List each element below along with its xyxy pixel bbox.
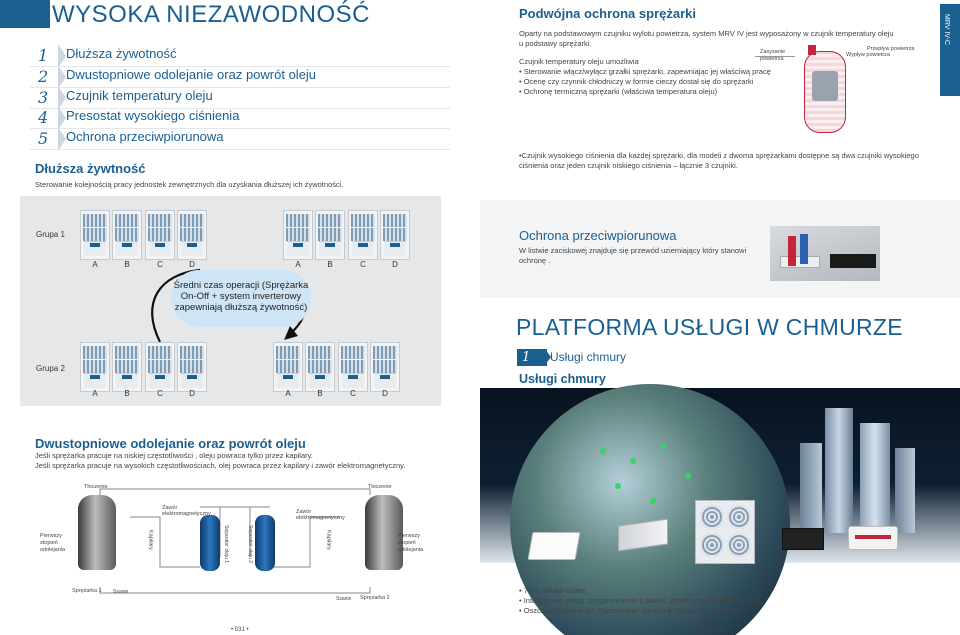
page-number-left: • 031 • bbox=[231, 627, 249, 633]
cloud-bullet: • Inteligentne usługi: przypomnienie o awarii, przetrzymywanie informacji bbox=[519, 596, 760, 605]
lightning-heading: Ochrona przeciwpiorunowa bbox=[519, 228, 677, 243]
label-compressor-2: Sprężarka 2 bbox=[360, 595, 390, 601]
unit-letter: A bbox=[92, 260, 98, 269]
unit-letter: B bbox=[124, 389, 130, 398]
label-capillary: Kapilary bbox=[147, 530, 154, 550]
oil-separator-1 bbox=[200, 515, 220, 571]
lightning-text: W listwie zaciskowej znajduje się przewód uziemiający który stanowi ochronę . bbox=[519, 246, 747, 266]
feature-label: Presostat wysokiego ciśnienia bbox=[66, 108, 240, 123]
feature-row-2 bbox=[30, 67, 450, 87]
double-protection-intro: Oparty na podstawowym czujniku wylotu powietrza, system MRV IV jest wyposażony w czujnik temperatury oleju u podstawy sprężarki. bbox=[519, 29, 894, 49]
label-suction: Ssanie bbox=[336, 596, 352, 602]
unit-letter: B bbox=[124, 260, 130, 269]
side-tab-label: MRV IV-C bbox=[943, 14, 950, 45]
label-air-intake: Zasysanie powietrza bbox=[760, 49, 786, 62]
outdoor-unit-icon bbox=[305, 342, 335, 392]
feature-number: 3 bbox=[38, 88, 49, 107]
label-separator-2: Separator oleju 2 bbox=[246, 525, 253, 564]
label-solenoid-valve: Zawór elektromagnetyczny bbox=[296, 509, 345, 522]
unit-letter: D bbox=[382, 389, 388, 398]
average-time-text: Średni czas operacji (Sprężarka On-Off + system inverterowy zapewniają dłuższą żywotność) bbox=[173, 280, 309, 314]
feature-label: Dwustopniowe odolejanie oraz powrót oleju bbox=[66, 67, 317, 82]
feature-row-5 bbox=[30, 129, 450, 149]
unit-letter: A bbox=[92, 389, 98, 398]
sensor-bullet: • Ochronę termiczną sprężarki (właściwa temperatura oleju) bbox=[519, 87, 718, 96]
label-discharge: Tłoczenie bbox=[84, 484, 108, 490]
feature-label: Ochrona przeciwpiorunowa bbox=[66, 129, 224, 144]
outdoor-unit-icon bbox=[80, 210, 110, 260]
router-device-image bbox=[528, 532, 581, 560]
outdoor-unit-icon bbox=[177, 342, 207, 392]
unit-letter: C bbox=[157, 389, 163, 398]
unit-letter: C bbox=[350, 389, 356, 398]
oil-line-2: Jeśli sprężarka pracuje na wysokich częstotliwościach, olej powraca przez kapilary i zawór elektromagnetyczny. bbox=[35, 461, 406, 470]
feature-row-3 bbox=[30, 88, 450, 108]
oil-heading: Dwustopniowe odolejanie oraz powrót oleju bbox=[35, 436, 306, 451]
page-number-right: • 032 • bbox=[711, 627, 729, 633]
feature-number: 5 bbox=[38, 129, 49, 148]
outdoor-unit-icon bbox=[80, 342, 110, 392]
group-1-label: Grupa 1 bbox=[36, 230, 65, 239]
unit-letter: C bbox=[360, 260, 366, 269]
outdoor-unit-icon bbox=[177, 210, 207, 260]
label-compressor-1: Sprężarka 1 bbox=[72, 588, 102, 594]
terminal-block-photo bbox=[770, 226, 880, 281]
divider bbox=[30, 149, 450, 150]
oil-sensor-intro: Czujnik temperatury oleju umożliwia bbox=[519, 57, 639, 66]
label-discharge: Tłoczenie bbox=[368, 484, 392, 490]
label-suction: Ssanie bbox=[113, 589, 129, 595]
label-solenoid-valve: Zawór elektromagnetyczny bbox=[162, 505, 211, 518]
page-title-left: WYSOKA NIEZAWODNOŚĆ bbox=[52, 1, 370, 28]
wifi-router-image bbox=[848, 526, 898, 550]
feature-number: 2 bbox=[38, 67, 49, 86]
outdoor-unit-icon bbox=[283, 210, 313, 260]
cloud-platform-title: PLATFORMA USŁUGI W CHMURZE bbox=[516, 314, 903, 340]
unit-letter: D bbox=[189, 389, 195, 398]
label-capillary: Kapilary bbox=[325, 530, 332, 550]
unit-letter: A bbox=[285, 389, 291, 398]
feature-row-1 bbox=[30, 46, 450, 66]
label-first-stage: Pierwszy stopień odolejania bbox=[398, 533, 424, 554]
lifetime-heading: Dłuższa żywtność bbox=[35, 161, 146, 176]
title-arrow bbox=[42, 0, 50, 28]
unit-letter: C bbox=[157, 260, 163, 269]
feature-row-4 bbox=[30, 108, 450, 128]
feature-label: Dłuższa żywotność bbox=[66, 46, 177, 61]
double-protection-heading: Podwójna ochrona sprężarki bbox=[519, 6, 696, 21]
label-air-outflow: Wypływ powietrza bbox=[846, 52, 890, 58]
cloud-heading: Usługi chmury bbox=[519, 372, 606, 386]
outdoor-unit-icon bbox=[370, 342, 400, 392]
feature-separator bbox=[58, 127, 66, 151]
outdoor-unit-icon bbox=[380, 210, 410, 260]
feature-label: Czujnik temperatury oleju bbox=[66, 88, 213, 103]
sensor-bullet: • Sterowanie włącz/wyłącz grzałki sprężarki, zapewniając jej właściwą pracę bbox=[519, 67, 771, 76]
outdoor-unit-icon bbox=[273, 342, 303, 392]
outdoor-unit-icon bbox=[338, 342, 368, 392]
unit-letter: D bbox=[392, 260, 398, 269]
label-separator-1: Separator oleju 1 bbox=[222, 525, 229, 564]
outdoor-unit-icon bbox=[315, 210, 345, 260]
outdoor-unit-icon bbox=[145, 210, 175, 260]
pressure-sensor-note: •Czujnik wysokiego ciśnienia dla każdej sprężarki, dla modeli z dwoma sprężarkami dostępne są dwa czujniki wysokiego ciśnienia oraz jeden czujnik niskiego ciśnienia – łącznie 3 czujniki. bbox=[519, 151, 919, 171]
unit-letter: D bbox=[189, 260, 195, 269]
compressor-1-image bbox=[78, 495, 116, 570]
unit-letter: B bbox=[317, 389, 323, 398]
outdoor-unit-icon bbox=[112, 210, 142, 260]
gateway-device-image bbox=[782, 528, 824, 550]
unit-letter: B bbox=[327, 260, 333, 269]
outdoor-unit-icon bbox=[112, 342, 142, 392]
cloud-feature-number: 1 bbox=[522, 350, 531, 365]
outdoor-unit-icon bbox=[145, 342, 175, 392]
feature-number: 1 bbox=[38, 46, 49, 65]
oil-separator-2 bbox=[255, 515, 275, 571]
outdoor-unit-image bbox=[695, 500, 755, 564]
cloud-bullet: • 7*24 usługa online bbox=[519, 586, 586, 595]
group-2-label: Grupa 2 bbox=[36, 364, 65, 373]
lifetime-text: Sterowanie kolejnością pracy jednostek zewnętrznych dla uzyskania dłuższej ich żywotności. bbox=[35, 180, 344, 189]
oil-line-1: Jeśli sprężarka pracuje na niskiej częstotliwości , oleju powraca tylko przez kapilary. bbox=[35, 451, 313, 460]
cloud-bullet: • Oszczędność energii: Zapisywanie danych w czasie rzeczywistym bbox=[519, 606, 743, 615]
outdoor-unit-icon bbox=[348, 210, 378, 260]
unit-letter: A bbox=[295, 260, 301, 269]
cloud-feature-label: Usługi chmury bbox=[550, 350, 627, 364]
sensor-bullet: • Ocenę czy czynnik chłodniczy w formie cieczy dostał się do sprężarki bbox=[519, 77, 754, 86]
feature-number: 4 bbox=[38, 108, 49, 127]
label-first-stage: Pierwszy stopień odolejania bbox=[40, 533, 66, 554]
label-air-flow: Przepływ powietrza bbox=[867, 46, 915, 52]
